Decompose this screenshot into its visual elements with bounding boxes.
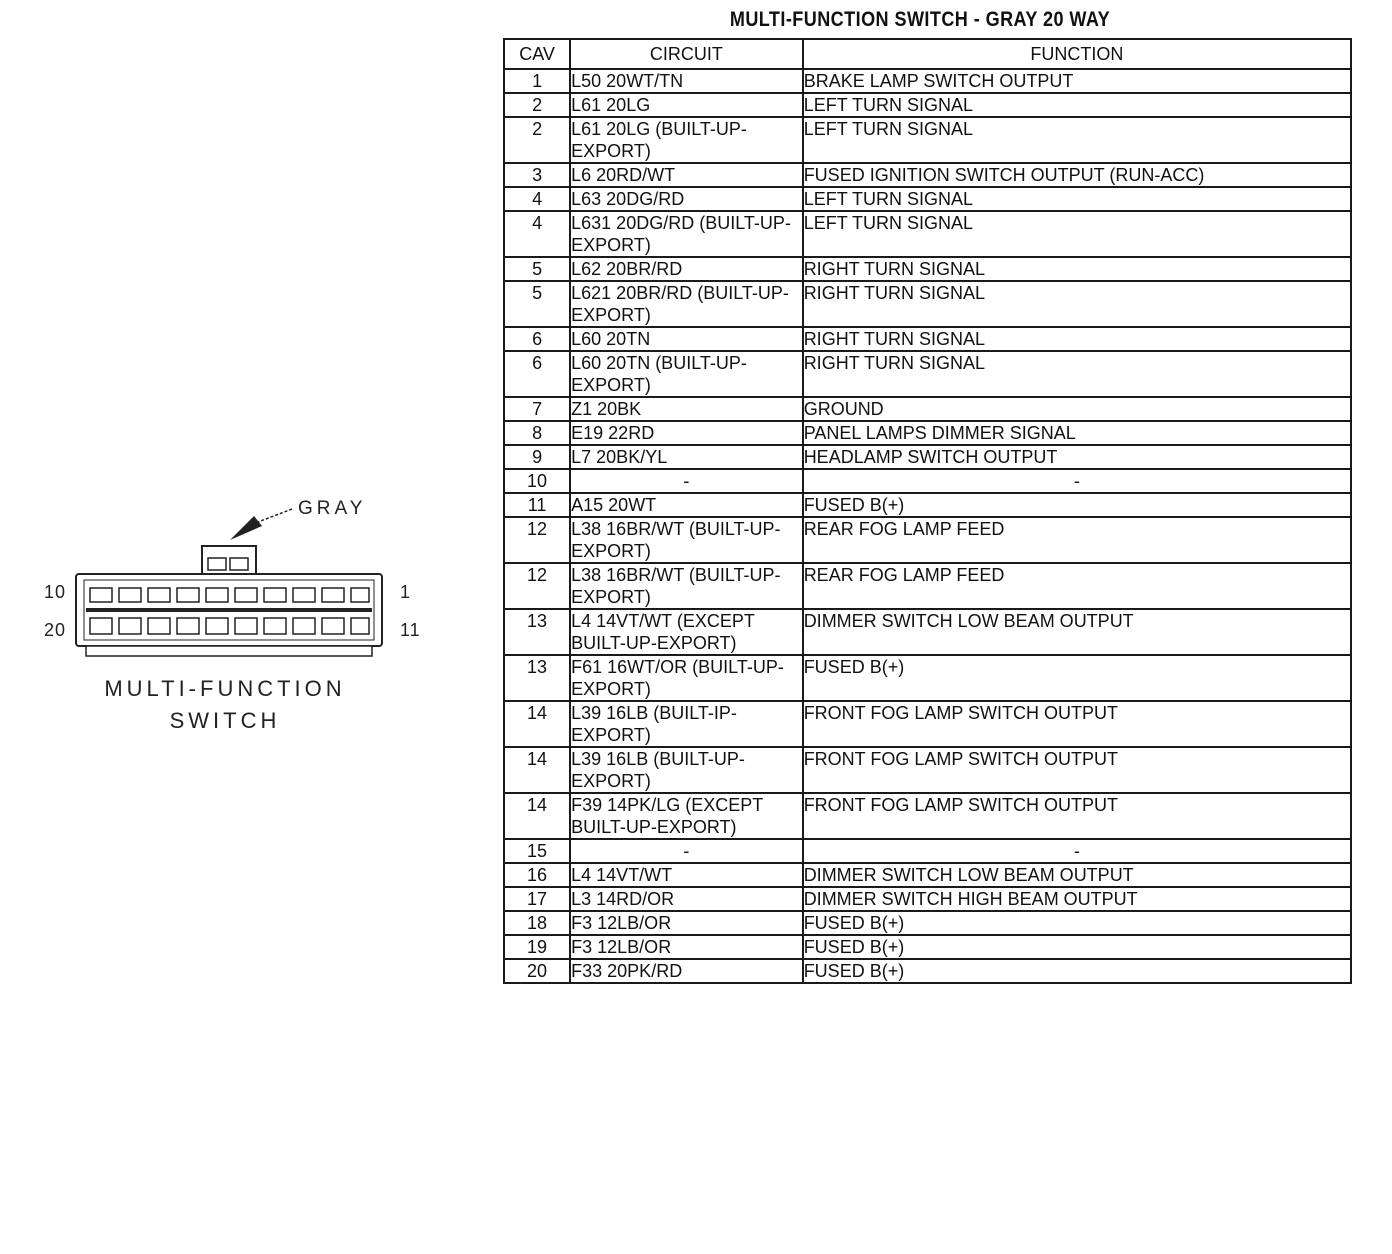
table-row [504,163,1351,187]
cell-function: FRONT FOG LAMP SWITCH OUTPUT [803,701,1351,747]
cell-cav: 10 [504,469,570,493]
color-label: GRAY [298,498,367,519]
cell-cav: 4 [504,211,570,257]
table-row [504,911,1351,935]
header-cav: CAV [504,39,570,69]
pinout-table [503,38,1352,984]
table-row [504,887,1351,911]
cell-circuit: L61 20LG [570,93,803,117]
cell-cav: 20 [504,959,570,983]
table-row [504,793,1351,839]
table-row [504,609,1351,655]
cell-circuit: L621 20BR/RD (BUILT-UP-EXPORT) [570,281,803,327]
table-row [504,863,1351,887]
pin-label-11: 11 [400,620,421,640]
caption-line-1: MULTI-FUNCTION [104,676,346,701]
cell-cav: 9 [504,445,570,469]
table-row [504,117,1351,163]
cell-function: RIGHT TURN SIGNAL [803,351,1351,397]
table-row [504,211,1351,257]
cell-cav: 17 [504,887,570,911]
table-row [504,397,1351,421]
cell-circuit: L38 16BR/WT (BUILT-UP-EXPORT) [570,517,803,563]
header-function: FUNCTION [803,39,1351,69]
cell-cav: 12 [504,563,570,609]
cell-circuit: L4 14VT/WT (EXCEPT BUILT-UP-EXPORT) [570,609,803,655]
cell-cav: 18 [504,911,570,935]
pin-label-20: 20 [44,620,67,640]
table-body [504,69,1351,983]
table-row [504,351,1351,397]
cell-circuit: L631 20DG/RD (BUILT-UP-EXPORT) [570,211,803,257]
cell-function: FRONT FOG LAMP SWITCH OUTPUT [803,793,1351,839]
cell-cav: 13 [504,655,570,701]
cell-cav: 19 [504,935,570,959]
cell-function: BRAKE LAMP SWITCH OUTPUT [803,69,1351,93]
cell-circuit: L60 20TN (BUILT-UP-EXPORT) [570,351,803,397]
cell-cav: 5 [504,281,570,327]
cell-circuit: L7 20BK/YL [570,445,803,469]
cell-circuit: L60 20TN [570,327,803,351]
cell-cav: 14 [504,747,570,793]
table-row [504,421,1351,445]
cell-circuit: Z1 20BK [570,397,803,421]
cell-circuit: L38 16BR/WT (BUILT-UP-EXPORT) [570,563,803,609]
table-row [504,281,1351,327]
pin-label-1: 1 [400,582,412,602]
table-row [504,445,1351,469]
cell-function: - [803,839,1351,863]
cell-function: RIGHT TURN SIGNAL [803,281,1351,327]
cell-function: LEFT TURN SIGNAL [803,117,1351,163]
cell-cav: 5 [504,257,570,281]
cell-cav: 13 [504,609,570,655]
cell-cav: 16 [504,863,570,887]
table-row [504,93,1351,117]
table-row [504,747,1351,793]
cell-cav: 6 [504,351,570,397]
cell-function: FRONT FOG LAMP SWITCH OUTPUT [803,747,1351,793]
cell-cav: 3 [504,163,570,187]
cell-cav: 7 [504,397,570,421]
cell-function: DIMMER SWITCH HIGH BEAM OUTPUT [803,887,1351,911]
cell-circuit: L62 20BR/RD [570,257,803,281]
cell-function: REAR FOG LAMP FEED [803,563,1351,609]
header-circuit: CIRCUIT [570,39,803,69]
cell-function: REAR FOG LAMP FEED [803,517,1351,563]
cell-circuit: F61 16WT/OR (BUILT-UP-EXPORT) [570,655,803,701]
cell-cav: 6 [504,327,570,351]
cell-function: RIGHT TURN SIGNAL [803,327,1351,351]
table-row [504,563,1351,609]
cell-cav: 14 [504,793,570,839]
cell-function: RIGHT TURN SIGNAL [803,257,1351,281]
cell-function: FUSED B(+) [803,655,1351,701]
table-title: MULTI-FUNCTION SWITCH - GRAY 20 WAY [729,8,1111,31]
table-row [504,493,1351,517]
pointer-arrow-icon [230,516,262,540]
cell-circuit: L50 20WT/TN [570,69,803,93]
cell-circuit: F39 14PK/LG (EXCEPT BUILT-UP-EXPORT) [570,793,803,839]
table-row [504,469,1351,493]
table-row [504,839,1351,863]
cell-function: FUSED B(+) [803,911,1351,935]
table-row [504,935,1351,959]
table-row [504,517,1351,563]
cell-circuit: - [570,469,803,493]
cell-circuit: L6 20RD/WT [570,163,803,187]
cell-function: GROUND [803,397,1351,421]
table-row [504,257,1351,281]
cell-function: LEFT TURN SIGNAL [803,93,1351,117]
cell-circuit: L4 14VT/WT [570,863,803,887]
table-row [504,701,1351,747]
cell-circuit: E19 22RD [570,421,803,445]
connector-diagram [30,490,450,750]
cell-circuit: F3 12LB/OR [570,911,803,935]
table-row [504,655,1351,701]
cell-circuit: A15 20WT [570,493,803,517]
caption-line-2: SWITCH [169,708,281,733]
cell-function: PANEL LAMPS DIMMER SIGNAL [803,421,1351,445]
cell-cav: 15 [504,839,570,863]
cell-cav: 14 [504,701,570,747]
cell-function: FUSED B(+) [803,493,1351,517]
cell-cav: 2 [504,117,570,163]
table-row [504,327,1351,351]
table-row [504,69,1351,93]
cell-cav: 12 [504,517,570,563]
cell-function: FUSED IGNITION SWITCH OUTPUT (RUN-ACC) [803,163,1351,187]
table-row [504,959,1351,983]
cell-circuit: L63 20DG/RD [570,187,803,211]
table-header-row [504,39,1351,69]
cell-cav: 11 [504,493,570,517]
cell-circuit: - [570,839,803,863]
cell-circuit: L61 20LG (BUILT-UP-EXPORT) [570,117,803,163]
cell-function: FUSED B(+) [803,935,1351,959]
cell-circuit: L3 14RD/OR [570,887,803,911]
table-row [504,187,1351,211]
cell-function: HEADLAMP SWITCH OUTPUT [803,445,1351,469]
cell-circuit: L39 16LB (BUILT-UP-EXPORT) [570,747,803,793]
cell-function: DIMMER SWITCH LOW BEAM OUTPUT [803,609,1351,655]
cell-cav: 4 [504,187,570,211]
cell-function: - [803,469,1351,493]
cell-cav: 8 [504,421,570,445]
cell-circuit: L39 16LB (BUILT-IP-EXPORT) [570,701,803,747]
cell-circuit: F3 12LB/OR [570,935,803,959]
cell-function: FUSED B(+) [803,959,1351,983]
cell-circuit: F33 20PK/RD [570,959,803,983]
cell-cav: 1 [504,69,570,93]
cell-function: LEFT TURN SIGNAL [803,187,1351,211]
pin-label-10: 10 [44,582,67,602]
cell-function: LEFT TURN SIGNAL [803,211,1351,257]
cell-cav: 2 [504,93,570,117]
cell-function: DIMMER SWITCH LOW BEAM OUTPUT [803,863,1351,887]
